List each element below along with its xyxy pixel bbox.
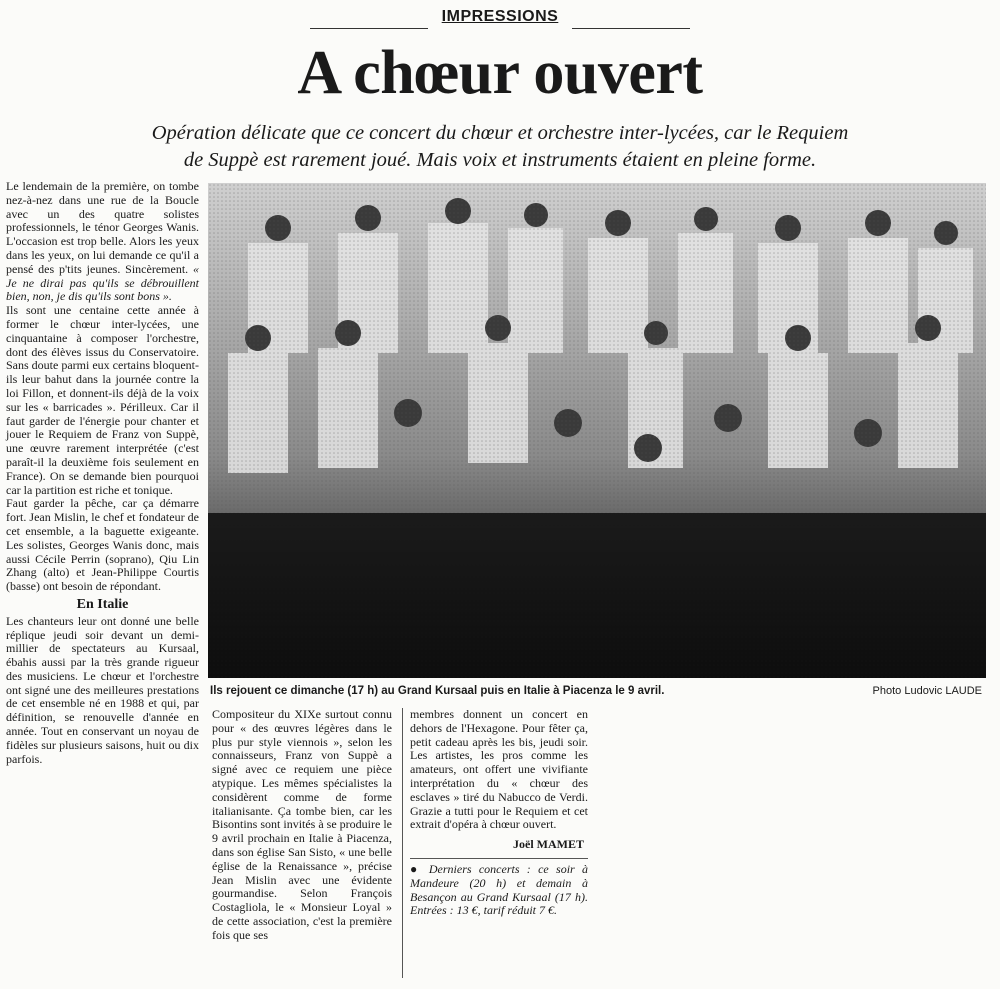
rubric-rule-left [310, 28, 428, 29]
caption-text: Ils rejouent ce dimanche (17 h) au Grand Kursaal puis en Italie à Piacenza le 9 avril. [210, 685, 665, 697]
choir-photo-image [208, 183, 986, 678]
article-column-2 [212, 708, 392, 943]
concert-info-box [410, 858, 588, 918]
paragraph-4: Les chanteurs leur ont donné une belle réplique jeudi soir devant un demi-millier de spectateurs au Kursaal, ébahis aussi par la très grande rigueur des musiciens. Le chœur et l'orchestre ont signé une des meilleures prestations de cet ensemble né en 1988 et qui, par définition, se renouvelle d'année en année. Tout en conservant un noyau de fidèles sur plusieurs saisons, huit ou dix parfois. [6, 613, 199, 766]
paragraph-1-quote: « Je ne dirai pas qu'ils se débrouillent bien, non, je dis qu'ils sont bons ». [6, 261, 199, 304]
deck-line-1: Opération délicate que ce concert du chœur et orchestre inter-lycées, car le Requiem [151, 122, 849, 144]
paragraph-3: Faut garder la pêche, car ça démarre fort. Jean Mislin, le chef et fondateur de cet ensemble, a la baguette exigeante. Les solistes, Georges Wanis donc, mais aussi Cécile Perrin (soprano), Qiu Lin Zhang (alto) et Jean-Philippe Courtis (basse) ont besoin de répondant. [6, 496, 199, 594]
article-headline: A chœur ouvert [297, 39, 703, 107]
column-2-paragraph: Compositeur du XIXe surtout connu pour « des œuvres légères dans le plus pur style viennois », selon les connaisseurs, Franz von Suppè a signé avec ce requiem une pièce atypique. Les mêmes spécialistes la considèrent comme de forme italianisante. Ça tombe bien, car les Bisontins sont invités à se produire le 9 avril prochain en Italie à Piacenza, dans son église San Sisto, « une belle église de la Renaissance », précise Jean Mislin avec une évidente gourmandise. Selon François Costagliola, le « Monsieur Loyal » de cette association, c'est la première fois que ses [212, 707, 392, 942]
choir-photo [208, 183, 986, 678]
photo-credit: Photo Ludovic LAUDE [872, 685, 982, 697]
article-column-1 [6, 180, 199, 766]
rubric-rule-right [572, 28, 690, 29]
deck-line-2: de Suppè est rarement joué. Mais voix et instruments étaient en pleine forme. [183, 149, 817, 171]
column-3-paragraph: membres donnent un concert en dehors de l'Hexagone. Pour fêter ça, petit cadeau après les bis, jeudi soir. Les artistes, les pros comme les amateurs, ont offert une vivifiante interprétation du « chœur des esclaves » tiré du Nabucco de Verdi. Grazie a tutti pour le Requiem et cet extrait d'opéra à chœur ouvert. [410, 707, 588, 832]
paragraph-1-text: Le lendemain de la première, on tombe nez-à-nez dans une rue de la Boucle avec un des quatre solistes professionnels, le ténor Georges Wanis. L'occasion est trop belle. Alors les yeux dans les yeux, on lui demande ce qu'il a pensé des p'tits jeunes. Sincèrement. [6, 179, 199, 276]
concert-info-text: Derniers concerts : ce soir à Mandeure (20 h) et demain à Besançon au Grand Kursaal (17 h). Entrées : 13 €, tarif réduit 7 €. [410, 861, 589, 918]
paragraph-2: Ils sont une centaine cette année à former le chœur inter-lycées, une cinquantaine à composer l'orchestre, dont des élèves issus du Conservatoire. Sans doute parmi eux certains bloquent-ils leur bahut dans la journée contre la loi Fillon, et donnent-ils déjà de la voix sur les « barricades ». Périlleux. Car il faut garder de l'énergie pour chanter et jouer le Requiem de Franz von Suppè, une œuvre rarement interprétée (c'est paraît-il la deuxième fois seulement en France). On se demande bien pourquoi car la partition est riche et tonique. [6, 303, 199, 497]
rubric-label: IMPRESSIONS [436, 8, 565, 25]
photo-caption [210, 685, 990, 701]
rubric [310, 8, 690, 30]
column-divider [402, 708, 403, 978]
subhead-en-italie: En Italie [76, 596, 129, 612]
paragraph-1 [6, 180, 199, 304]
author-signature: Joël MAMET [513, 837, 584, 852]
bullet-icon: ● [410, 861, 422, 876]
article-column-3 [410, 708, 588, 918]
article-deck [20, 120, 980, 174]
